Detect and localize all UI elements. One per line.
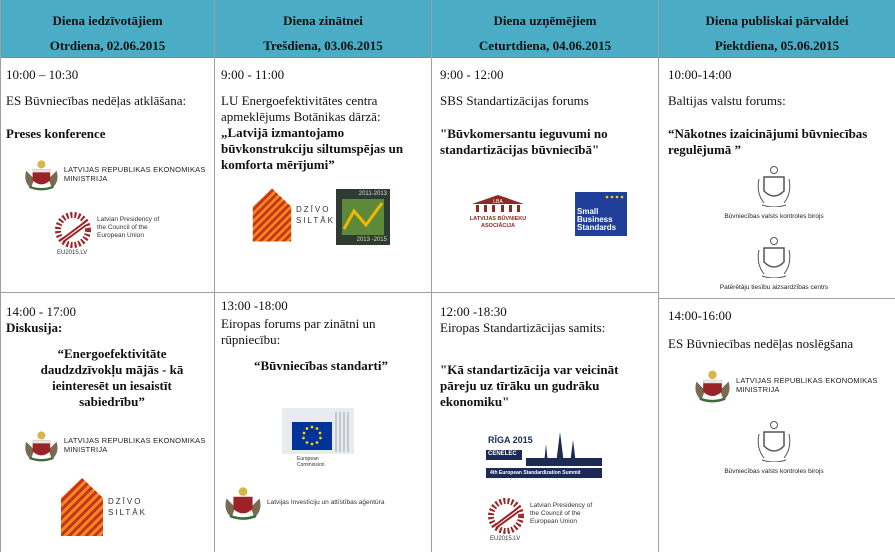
- dzivo-siltak-logo: [59, 476, 152, 538]
- eu2015-logo: [488, 498, 600, 542]
- event-title: Preses konference: [6, 126, 106, 141]
- event-time: 14:00 - 17:00: [6, 304, 77, 319]
- latvia-coat-of-arms-icon: [693, 365, 732, 405]
- bvkb-text: Būvniecības valsts kontroles birojs: [724, 468, 824, 475]
- event-time: 10:00-14:00: [668, 67, 732, 82]
- event-title: "Kā standartizācija var veicināt pāreju uz tīrāku un gudrāku ekonomiku": [440, 362, 619, 409]
- event-time: 13:00 -18:00: [221, 298, 288, 313]
- ministry-name: LATVIJAS REPUBLIKAS EKONOMIKAS MINISTRIJA: [735, 376, 878, 394]
- graph-label-bottom: 2013 -2015: [356, 237, 387, 243]
- event-time: 10:00 – 10:30: [6, 67, 79, 82]
- sbs-text: Small Business Standards: [577, 207, 617, 232]
- event-time: 14:00-16:00: [668, 308, 732, 323]
- event-lead: Baltijas valstu forums:: [668, 93, 786, 108]
- row-divider: [432, 292, 658, 293]
- row-divider: [1, 292, 214, 293]
- dzivo-house-icon: [251, 186, 293, 244]
- column-header: [215, 0, 431, 58]
- european-commission-logo: [282, 408, 354, 468]
- column-title: Diena uzņēmējiem: [493, 13, 597, 28]
- event-lead: SBS Standartizācijas forums: [440, 93, 589, 108]
- state-emblem-icon: [756, 236, 792, 278]
- event-lead: ES Būvniecības nedēļas atklāšana:: [6, 93, 187, 108]
- column-title: Diena zinātnei: [283, 13, 363, 28]
- event-time: 12:00 -18:30: [440, 304, 507, 319]
- liaa-logo: [223, 484, 384, 520]
- bvkb-text: Būvniecības valsts kontroles birojs: [724, 213, 824, 220]
- sbs-logo: [575, 192, 627, 236]
- column-public-admin: [659, 0, 895, 552]
- latvia-coat-of-arms-icon: [23, 425, 60, 465]
- riga-2015-summit-logo: [486, 428, 602, 486]
- event-lead: Eiropas forums par zinātni un rūpniecību:: [221, 316, 376, 347]
- presidency-text: Latvian Presidency of the Council of the European Union: [97, 216, 160, 239]
- event-title: “Nākotnes izaicinājumi būvniecības regulējumā ”: [668, 126, 868, 157]
- column-title: Diena publiskai pārvaldei: [705, 13, 849, 28]
- latvia-coat-of-arms-icon: [223, 484, 263, 520]
- presidency-mark: EU2015.LV: [490, 536, 521, 542]
- state-emblem-icon: [756, 165, 792, 207]
- eu-flag-building-icon: [282, 408, 354, 454]
- ministry-logo: [693, 365, 895, 405]
- row-divider: [215, 292, 431, 293]
- column-date: Piektdiena, 05.06.2015: [714, 38, 840, 53]
- event-time: 9:00 - 12:00: [440, 67, 504, 82]
- riga-title: RĪGA 2015: [488, 435, 533, 445]
- bvkb-logo: [699, 420, 849, 475]
- column-title: Diena iedzīvotājiem: [52, 13, 163, 28]
- ministry-logo: [23, 425, 214, 465]
- row-divider: [659, 298, 895, 299]
- riga-cenelec: CENELEC: [488, 451, 517, 457]
- event-lead: Eiropas Standartizācijas samits:: [440, 320, 606, 335]
- riga-summit: 4th European Standardization Summit: [490, 470, 581, 476]
- event-title: “Būvniecības standarti”: [254, 358, 388, 373]
- column-business: [432, 0, 659, 552]
- event-time: 9:00 - 11:00: [221, 67, 285, 82]
- column-citizens: [0, 0, 215, 552]
- column-date: Trešdiena, 03.06.2015: [263, 38, 383, 53]
- ptac-text: Patērētāju tiesību aizsardzības centrs: [719, 284, 829, 291]
- latvia-coat-of-arms-icon: [23, 154, 60, 194]
- ptac-logo: [699, 236, 849, 291]
- dzivo-text: DZĪVO SILTĀK: [296, 205, 335, 225]
- event-lead: ES Būvniecības nedēļas noslēgšana: [668, 336, 854, 351]
- presidency-text: Latvian Presidency of the Council of the European Union: [530, 502, 593, 525]
- column-date: Ceturtdiena, 04.06.2015: [478, 38, 612, 53]
- event-title: “Energoefektivitāte daudzdzīvokļu mājās - kā ieinteresēt un iesaistīt sabiedrību”: [40, 346, 184, 409]
- column-header: [432, 0, 658, 58]
- graph-label-top: 2011-2013: [358, 191, 387, 197]
- presidency-ring-icon: [488, 498, 524, 534]
- lba-text: LATVIJAS BŪVNIEKU ASOCIĀCIJA: [469, 216, 527, 229]
- column-science: [215, 0, 432, 552]
- ministry-name: LATVIJAS REPUBLIKAS EKONOMIKAS MINISTRIJA: [63, 165, 206, 183]
- event-title: „Latvijā izmantojamo būvkonstrukciju siltumspējas un komforta mērījumi”: [221, 125, 404, 172]
- ministry-logo: [23, 154, 214, 194]
- event-lead: LU Energoefektivitātes centra apmeklējums Botānikas dārzā:: [221, 93, 381, 124]
- event-lead: Diskusija:: [6, 320, 63, 335]
- lba-mark: LBA: [493, 199, 503, 205]
- presidency-ring-icon: [55, 212, 91, 248]
- event-title: "Būvkomersantu ieguvumi no standartizācijas būvniecībā": [440, 126, 608, 157]
- column-date: Otrdiena, 02.06.2015: [49, 38, 166, 53]
- column-header: [659, 0, 895, 58]
- dzivo-house-icon: [59, 476, 105, 538]
- lba-logo: [458, 194, 538, 230]
- liaa-text: Latvijas Investīciju un attīstības aģentūra: [267, 498, 385, 506]
- efficiency-graph-logo: [336, 189, 390, 245]
- dzivo-siltak-logo: [251, 186, 336, 244]
- bvkb-logo: [699, 165, 849, 220]
- eu2015-logo: [55, 212, 167, 256]
- eu-commission-text: European Commission: [297, 456, 325, 468]
- column-header: [1, 0, 214, 58]
- presidency-mark: EU2015.LV: [57, 250, 88, 256]
- lba-building-icon: [468, 194, 528, 212]
- ministry-name: LATVIJAS REPUBLIKAS EKONOMIKAS MINISTRIJA: [63, 436, 206, 454]
- state-emblem-icon: [756, 420, 792, 462]
- dzivo-text: DZĪVO SILTĀK: [108, 497, 147, 517]
